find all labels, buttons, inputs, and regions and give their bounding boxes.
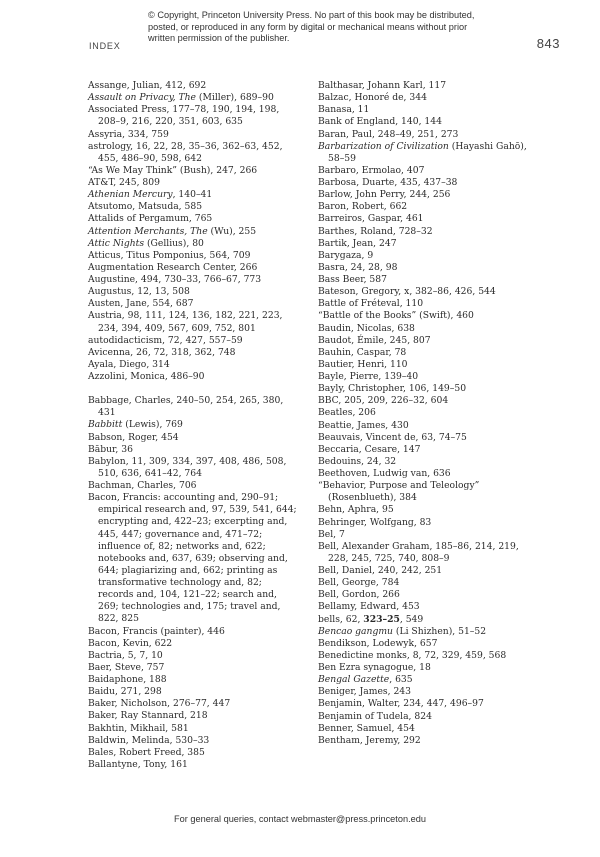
index-entry [88,638,300,650]
entry-text: Ben Ezra synagogue, 18 [318,662,431,673]
entry-text: “Behavior, Purpose and Teleology” (Rosenblueth), 384 [318,480,480,504]
entry-title-italic: Bencao gangmu [318,625,393,637]
index-entry [318,310,530,322]
entry-text: Bell, Gordon, 266 [318,589,400,601]
index-entry [88,662,300,674]
entry-text: Bell, Alexander Graham, 185–86, 214, 219, 228, 245, 725, 740, 808–9 [318,540,519,564]
entry-text: Balzac, Honoré de, 344 [318,92,427,104]
index-entry [318,213,530,225]
index-entry [318,517,530,529]
index-entry [318,347,530,359]
entry-text: Beauvais, Vincent de, 63, 74–75 [318,431,467,443]
entry-text: Benjamin of Tudela, 824 [318,710,432,722]
entry-text: Baker, Nicholson, 276–77, 447 [88,698,231,710]
entry-text: Baudot, Émile, 245, 807 [318,334,431,346]
index-entry [88,759,300,771]
index-entry [318,444,530,456]
entry-text: Beccaria, Cesare, 147 [318,443,421,455]
index-entry [318,323,530,335]
index-entry [88,213,300,225]
entry-text: Bellamy, Edward, 453 [318,601,420,613]
index-entry [88,201,300,213]
index-entry [318,541,530,565]
index-entry [318,480,530,504]
index-entry [318,250,530,262]
entry-text: Barbosa, Duarte, 435, 437–38 [318,177,458,188]
entry-text: (Li Shizhen), 51–52 [392,625,487,637]
index-entry [318,529,530,541]
entry-text: Babylon, 11, 309, 334, 397, 408, 486, 508, 510, 636, 641–42, 764 [88,455,287,479]
entry-text: Bacon, Francis (painter), 446 [88,625,225,637]
page-number: 843 [536,36,560,51]
index-entry [318,201,530,213]
entry-text: Beatles, 206 [318,407,376,419]
running-head: INDEX [89,41,121,51]
index-column-left [88,80,300,771]
entry-text: , 549 [399,613,424,625]
entry-text: Benjamin, Walter, 234, 447, 496–97 [318,698,484,710]
entry-text: Benedictine monks, 8, 72, 329, 459, 568 [318,649,507,661]
index-entry [88,419,300,431]
entry-title-italic: Babbitt [88,419,123,431]
index-entry [318,226,530,238]
index-entry [88,492,300,625]
index-entry [88,735,300,747]
entry-text: Bakhtin, Mikhail, 581 [88,722,189,734]
entry-text: Bell, George, 784 [318,577,400,589]
entry-text: Attalids of Pergamum, 765 [88,213,213,225]
entry-text: Bayly, Christopher, 106, 149–50 [318,383,467,395]
index-entry [88,371,300,383]
entry-text: Associated Press, 177–78, 190, 194, 198, 208–9, 216, 220, 351, 603, 635 [88,104,280,128]
index-entry [318,565,530,577]
index-entry [318,626,530,638]
entry-text: (Miller), 689–90 [196,92,274,104]
index-entry [88,104,300,128]
entry-text: Ballantyne, Tony, 161 [88,758,188,770]
entry-text: Battle of Fréteval, 110 [318,298,424,310]
index-entry [318,165,530,177]
entry-text: Bendikson, Lodewyk, 657 [318,637,438,649]
index-entry [88,480,300,492]
entry-text: Augmentation Research Center, 266 [88,261,258,273]
entry-text: Bautier, Henri, 110 [318,358,408,370]
index-entry [88,347,300,359]
entry-text: “As We May Think” (Bush), 247, 266 [88,164,258,176]
entry-text: (Lewis), 769 [122,419,183,431]
entry-text: Balthasar, Johann Karl, 117 [318,80,447,91]
index-entry [88,698,300,710]
index-entry [88,723,300,735]
entry-text: Atticus, Titus Pomponius, 564, 709 [88,249,251,261]
entry-text: bells, 62, [318,613,364,625]
index-entry [88,310,300,334]
index-entry [318,577,530,589]
entry-title-italic: Barbarization of Civilization [318,140,449,152]
entry-text: Bedouins, 24, 32 [318,455,397,467]
index-entry [88,710,300,722]
index-column-right [318,80,530,747]
entry-text: Behringer, Wolfgang, 83 [318,516,432,528]
entry-text: autodidacticism, 72, 427, 557–59 [88,334,243,346]
entry-title-italic: Attic Nights [88,237,145,249]
entry-text: Bacon, Francis: accounting and, 290–91; empirical research and, 97, 539, 541, 644; encrypting and, 422–23; excerpting and, 445, 447; governance and, 471–72; influence of, 82; networks and, 622; notebooks and, 637, 639; observing and, 644; plagiarizing and, 662; printing as transformative technology and, 82; records and, 104, 121–22; search and, 269; technologies and, 175; travel and, 822, 825 [88,492,297,625]
index-section-gap [88,383,300,395]
index-entry [88,238,300,250]
index-entry [318,129,530,141]
index-entry [318,262,530,274]
index-entry [318,420,530,432]
entry-text: Benner, Samuel, 454 [318,722,415,734]
entry-text: Baldwin, Melinda, 530–33 [88,734,210,746]
index-entry [318,456,530,468]
index-entry [318,614,530,626]
index-entry [318,80,530,92]
index-entry [318,432,530,444]
entry-title-italic: Athenian Mercury [88,189,173,201]
index-entry [318,686,530,698]
entry-text: Behn, Aphra, 95 [318,504,394,516]
entry-text: Barbaro, Ermolao, 407 [318,164,425,176]
index-entry [88,274,300,286]
index-entry [318,177,530,189]
index-entry [318,238,530,250]
entry-text: Avicenna, 26, 72, 318, 362, 748 [88,346,236,358]
entry-title-italic: Assault on Privacy, The [88,92,196,104]
index-entry [318,674,530,686]
index-entry [318,601,530,613]
index-entry [318,698,530,710]
index-entry [88,444,300,456]
entry-text: Barygaza, 9 [318,249,374,261]
index-entry [318,407,530,419]
entry-text: Beattie, James, 430 [318,419,409,431]
entry-text: Austen, Jane, 554, 687 [88,298,194,310]
index-entry [318,638,530,650]
entry-text: Bel, 7 [318,528,345,540]
entry-text: Atsutomo, Matsuda, 585 [88,201,203,213]
entry-text: Augustus, 12, 13, 508 [88,286,190,298]
index-entry [318,711,530,723]
entry-text: Baron, Robert, 662 [318,201,408,213]
index-entry [88,141,300,165]
entry-text: BBC, 205, 209, 226–32, 604 [318,395,449,407]
index-entry [88,262,300,274]
entry-text: Bartik, Jean, 247 [318,237,397,249]
entry-text: , 140–41 [172,189,213,201]
entry-text: Banasa, 11 [318,104,370,116]
index-entry [318,359,530,371]
entry-text: Barreiros, Gaspar, 461 [318,213,424,225]
entry-text: Bābur, 36 [88,443,133,455]
entry-text: Bentham, Jeremy, 292 [318,734,421,746]
entry-text: (Gellius), 80 [144,237,204,249]
index-entry [318,371,530,383]
index-entry [318,189,530,201]
entry-text: Baer, Steve, 757 [88,661,165,673]
entry-text: Bauhin, Caspar, 78 [318,346,407,358]
entry-text: Barthes, Roland, 728–32 [318,225,433,237]
entry-title-italic: Attention Merchants, The [88,225,208,237]
index-entry [318,735,530,747]
entry-text: Babbage, Charles, 240–50, 254, 265, 380, 431 [88,395,284,419]
index-entry [88,177,300,189]
entry-text: AT&T, 245, 809 [88,177,160,188]
index-entry [318,141,530,165]
entry-text: astrology, 16, 22, 28, 35–36, 362–63, 452, 455, 486–90, 598, 642 [88,140,283,164]
index-entry [88,250,300,262]
entry-text: Bank of England, 140, 144 [318,116,442,128]
index-entry [318,468,530,480]
entry-text: Bass Beer, 587 [318,274,387,285]
entry-text: Bateson, Gregory, x, 382–86, 426, 544 [318,286,496,298]
entry-text: Bell, Daniel, 240, 242, 251 [318,565,443,576]
index-entry [88,335,300,347]
entry-text: Bacon, Kevin, 622 [88,637,173,649]
index-entry [318,723,530,735]
entry-text: (Hayashi Gahō), 58–59 [328,140,527,164]
index-entry [318,589,530,601]
entry-text: Ayala, Diego, 314 [88,358,170,370]
entry-text: Bactria, 5, 7, 10 [88,649,163,661]
index-entry [318,298,530,310]
entry-text: Basra, 24, 28, 98 [318,261,398,273]
index-entry [88,456,300,480]
index-entry [88,80,300,92]
entry-text: Austria, 98, 111, 124, 136, 182, 221, 223, 234, 394, 409, 567, 609, 752, 801 [88,310,283,334]
entry-text: (Wu), 255 [207,225,257,237]
index-entry [318,286,530,298]
entry-pages-bold: 323–25 [363,613,400,625]
index-entry [318,383,530,395]
entry-text: Baudin, Nicolas, 638 [318,322,415,334]
index-entry [88,395,300,419]
entry-text: Baidaphone, 188 [88,674,167,686]
index-entry [318,662,530,674]
index-entry [88,650,300,662]
entry-text: Assange, Julian, 412, 692 [88,80,207,91]
index-entry [318,104,530,116]
index-entry [318,335,530,347]
entry-text: Baran, Paul, 248–49, 251, 273 [318,128,459,140]
index-entry [88,747,300,759]
index-entry [88,165,300,177]
index-entry [88,226,300,238]
index-entry [88,298,300,310]
index-entry [88,92,300,104]
entry-text: Augustine, 494, 730–33, 766–67, 773 [88,274,262,285]
entry-text: Babson, Roger, 454 [88,431,179,443]
entry-text: Baker, Ray Stannard, 218 [88,710,208,722]
copyright-notice: © Copyright, Princeton University Press. No part of this book may be distributed, posted, or reproduced in any form by digital or mechanical means without prior written permission of the publisher. [148,10,475,43]
entry-text: Beethoven, Ludwig van, 636 [318,468,451,479]
entry-text: Bayle, Pierre, 139–40 [318,371,419,382]
entry-text: Bachman, Charles, 706 [88,480,197,492]
index-entry [88,286,300,298]
index-entry [318,650,530,662]
entry-text: Beniger, James, 243 [318,686,411,698]
entry-text: Assyria, 334, 759 [88,128,169,140]
index-entry [318,274,530,286]
index-entry [88,129,300,141]
entry-text: Barlow, John Perry, 244, 256 [318,189,451,201]
index-entry [88,432,300,444]
index-entry [318,504,530,516]
index-entry [88,686,300,698]
entry-text: , 635 [389,674,413,686]
index-entry [318,395,530,407]
entry-text: Azzolini, Monica, 486–90 [88,371,205,382]
entry-text: Bales, Robert Freed, 385 [88,746,205,758]
index-entry [88,674,300,686]
index-entry [88,359,300,371]
index-entry [88,189,300,201]
entry-text: Baidu, 271, 298 [88,686,162,698]
entry-text: “Battle of the Books” (Swift), 460 [318,310,474,322]
footer-contact: For general queries, contact webmaster@press.princeton.edu [174,814,426,824]
index-entry [318,92,530,104]
index-entry [318,116,530,128]
entry-title-italic: Bengal Gazette [318,674,390,686]
index-entry [88,626,300,638]
